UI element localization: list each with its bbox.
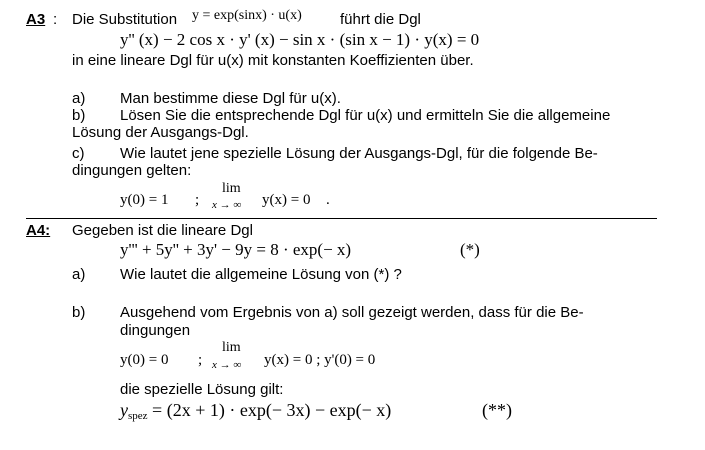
a4-condition-y0: y(0) = 0 xyxy=(120,352,169,368)
a3-condition-separator: ; xyxy=(195,192,200,208)
a4-solution-rhs: = (2x + 1) · exp(− 3x) − exp(− x) xyxy=(147,400,392,420)
a4-limit-subscript: x → ∞ xyxy=(212,359,242,371)
a3-ode: y'' (x) − 2 cos x · y' (x) − sin x · (sin x − 1) · y(x) = 0 xyxy=(120,30,480,49)
a3-item-c-text-cont: dingungen gelten: xyxy=(72,162,192,179)
a3-description: in eine lineare Dgl für u(x) mit konstanten Koeffizienten über. xyxy=(72,52,474,69)
a3-intro-text: Die Substitution xyxy=(72,11,178,28)
a4-solution-tag: (**) xyxy=(482,400,512,420)
a4-intro-text: Gegeben ist die lineare Dgl xyxy=(72,222,253,239)
a4-item-a-text: Wie lautet die allgemeine Lösung von (*) ? xyxy=(120,266,402,283)
a4-condition-separator: ; xyxy=(198,352,203,368)
a3-condition-limit: y(x) = 0 xyxy=(262,192,311,208)
a3-colon: : xyxy=(53,11,58,28)
a4-special-solution xyxy=(120,400,391,422)
a4-solution-subscript: spez xyxy=(128,410,148,422)
a3-condition-end: . xyxy=(326,192,330,208)
a4-ode: y''' + 5y'' + 3y' − 9y = 8 · exp(− x) xyxy=(120,240,352,259)
a3-item-b-text-cont: Lösung der Ausgangs-Dgl. xyxy=(72,124,249,141)
a3-item-c-key: c) xyxy=(72,145,85,162)
a3-substitution-formula: y = exp(sinx) · u(x) xyxy=(192,8,302,23)
a4-item-b-text: Ausgehend vom Ergebnis von a) soll gezeigt werden, dass für die Be- xyxy=(120,304,584,321)
a4-label: A4: xyxy=(26,222,51,239)
a3-item-b-text: Lösen Sie die entsprechende Dgl für u(x) und ermitteln Sie die allgemeine xyxy=(120,107,611,124)
a4-limit-operator: lim xyxy=(222,340,241,355)
a4-ode-tag: (*) xyxy=(460,240,480,259)
a3-limit-operator: lim xyxy=(222,181,241,196)
a3-item-c-text: Wie lautet jene spezielle Lösung der Ausgangs-Dgl, für die folgende Be- xyxy=(120,145,598,162)
a4-item-a-key: a) xyxy=(72,266,86,283)
a3-limit-subscript: x → ∞ xyxy=(212,199,242,211)
a3-item-a-text: Man bestimme diese Dgl für u(x). xyxy=(120,90,341,107)
a3-label: A3 xyxy=(26,11,46,28)
section-divider xyxy=(26,218,657,219)
a4-item-b-key: b) xyxy=(72,304,86,321)
a4-item-b-text-cont: dingungen xyxy=(120,322,191,339)
a4-solution-y: y xyxy=(120,400,128,420)
a4-condition-limit: y(x) = 0 ; y'(0) = 0 xyxy=(264,352,376,368)
a4-conclusion-text: die spezielle Lösung gilt: xyxy=(120,381,284,398)
a3-condition-y0: y(0) = 1 xyxy=(120,192,169,208)
a3-item-a-key: a) xyxy=(72,90,86,107)
a3-item-b-key: b) xyxy=(72,107,86,124)
a3-intro-text-end: führt die Dgl xyxy=(340,11,421,28)
